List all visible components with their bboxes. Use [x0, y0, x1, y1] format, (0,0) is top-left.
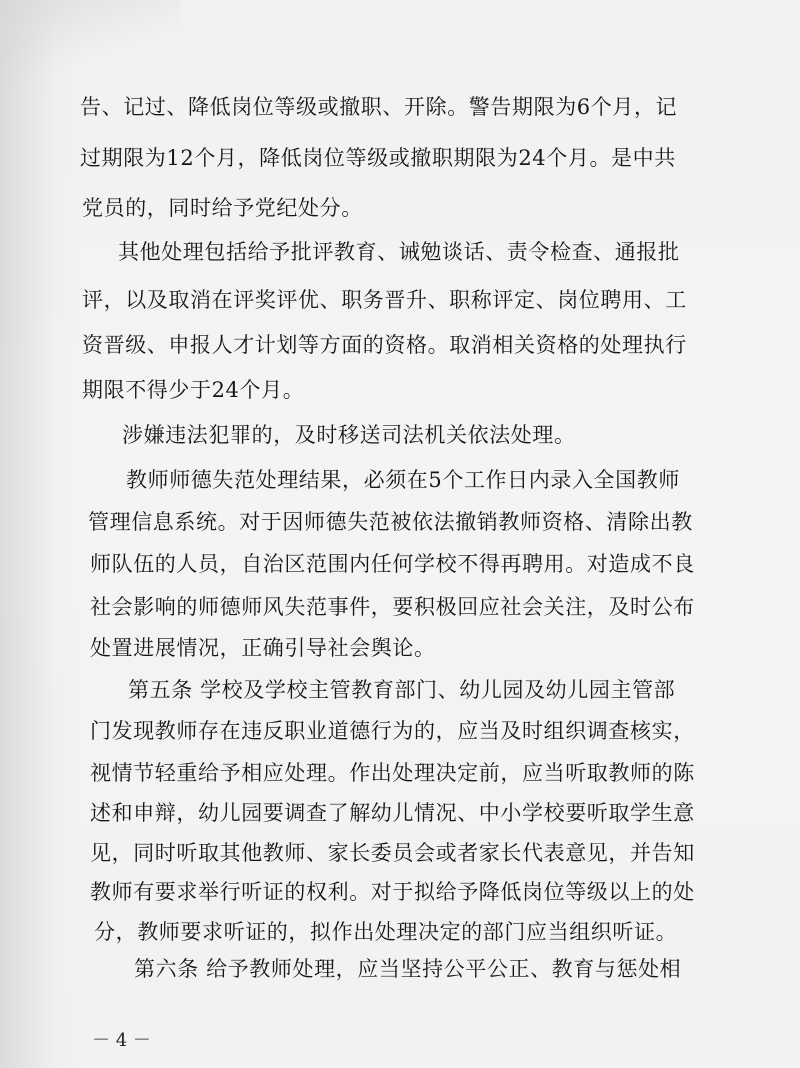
page-fold-shadow: [0, 0, 80, 1068]
page-corner-shadow: [0, 0, 180, 90]
body-line-19: 教师有要求举行听证的权利。对于拟给予降低岗位等级以上的处: [90, 880, 695, 904]
body-line-5: 评，以及取消在评奖评优、职务晋升、职称评定、岗位聘用、工: [82, 288, 687, 312]
body-line-16: 视情节轻重给予相应处理。作出处理决定前，应当听取教师的陈: [90, 761, 695, 785]
body-line-11: 师队伍的人员，自治区范围内任何学校不得再聘用。对造成不良: [90, 552, 695, 576]
body-line-17: 述和申辩，幼儿园要调查了解幼儿情况、中小学校要听取学生意: [90, 801, 695, 825]
body-line-7: 期限不得少于24个月。: [82, 378, 305, 402]
body-line-2: 过期限为12个月，降低岗位等级或撤职期限为24个月。是中共: [80, 146, 676, 170]
body-line-15: 门发现教师存在违反职业道德行为的，应当及时组织调查核实，: [90, 719, 695, 743]
body-line-21: 第六条 给予教师处理，应当坚持公平公正、教育与惩处相: [134, 957, 682, 981]
body-line-13: 处置进展情况，正确引导社会舆论。: [90, 636, 436, 660]
body-line-4: 其他处理包括给予批评教育、诫勉谈话、责令检查、通报批: [118, 240, 680, 264]
body-line-20: 分，教师要求听证的，拟作出处理决定的部门应当组织听证。: [94, 920, 678, 944]
body-line-3: 党员的，同时给予党纪处分。: [82, 196, 363, 220]
body-line-1: 告、记过、降低岗位等级或撤职、开除。警告期限为6个月，记: [80, 95, 678, 119]
body-line-8: 涉嫌违法犯罪的，及时移送司法机关依法处理。: [122, 423, 576, 447]
body-line-18: 见，同时听取其他教师、家长委员会或者家长代表意见，并告知: [90, 841, 695, 865]
page-number: － 4 －: [92, 1030, 151, 1051]
body-line-10: 管理信息系统。对于因师德失范被依法撤销教师资格、清除出教: [88, 510, 693, 534]
body-line-9: 教师师德失范处理结果，必须在5个工作日内录入全国教师: [126, 468, 680, 492]
body-line-14: 第五条 学校及学校主管教育部门、幼儿园及幼儿园主管部: [128, 678, 676, 702]
body-line-6: 资晋级、申报人才计划等方面的资格。取消相关资格的处理执行: [82, 333, 687, 357]
body-line-12: 社会影响的师德师风失范事件，要积极回应社会关注，及时公布: [90, 595, 695, 619]
